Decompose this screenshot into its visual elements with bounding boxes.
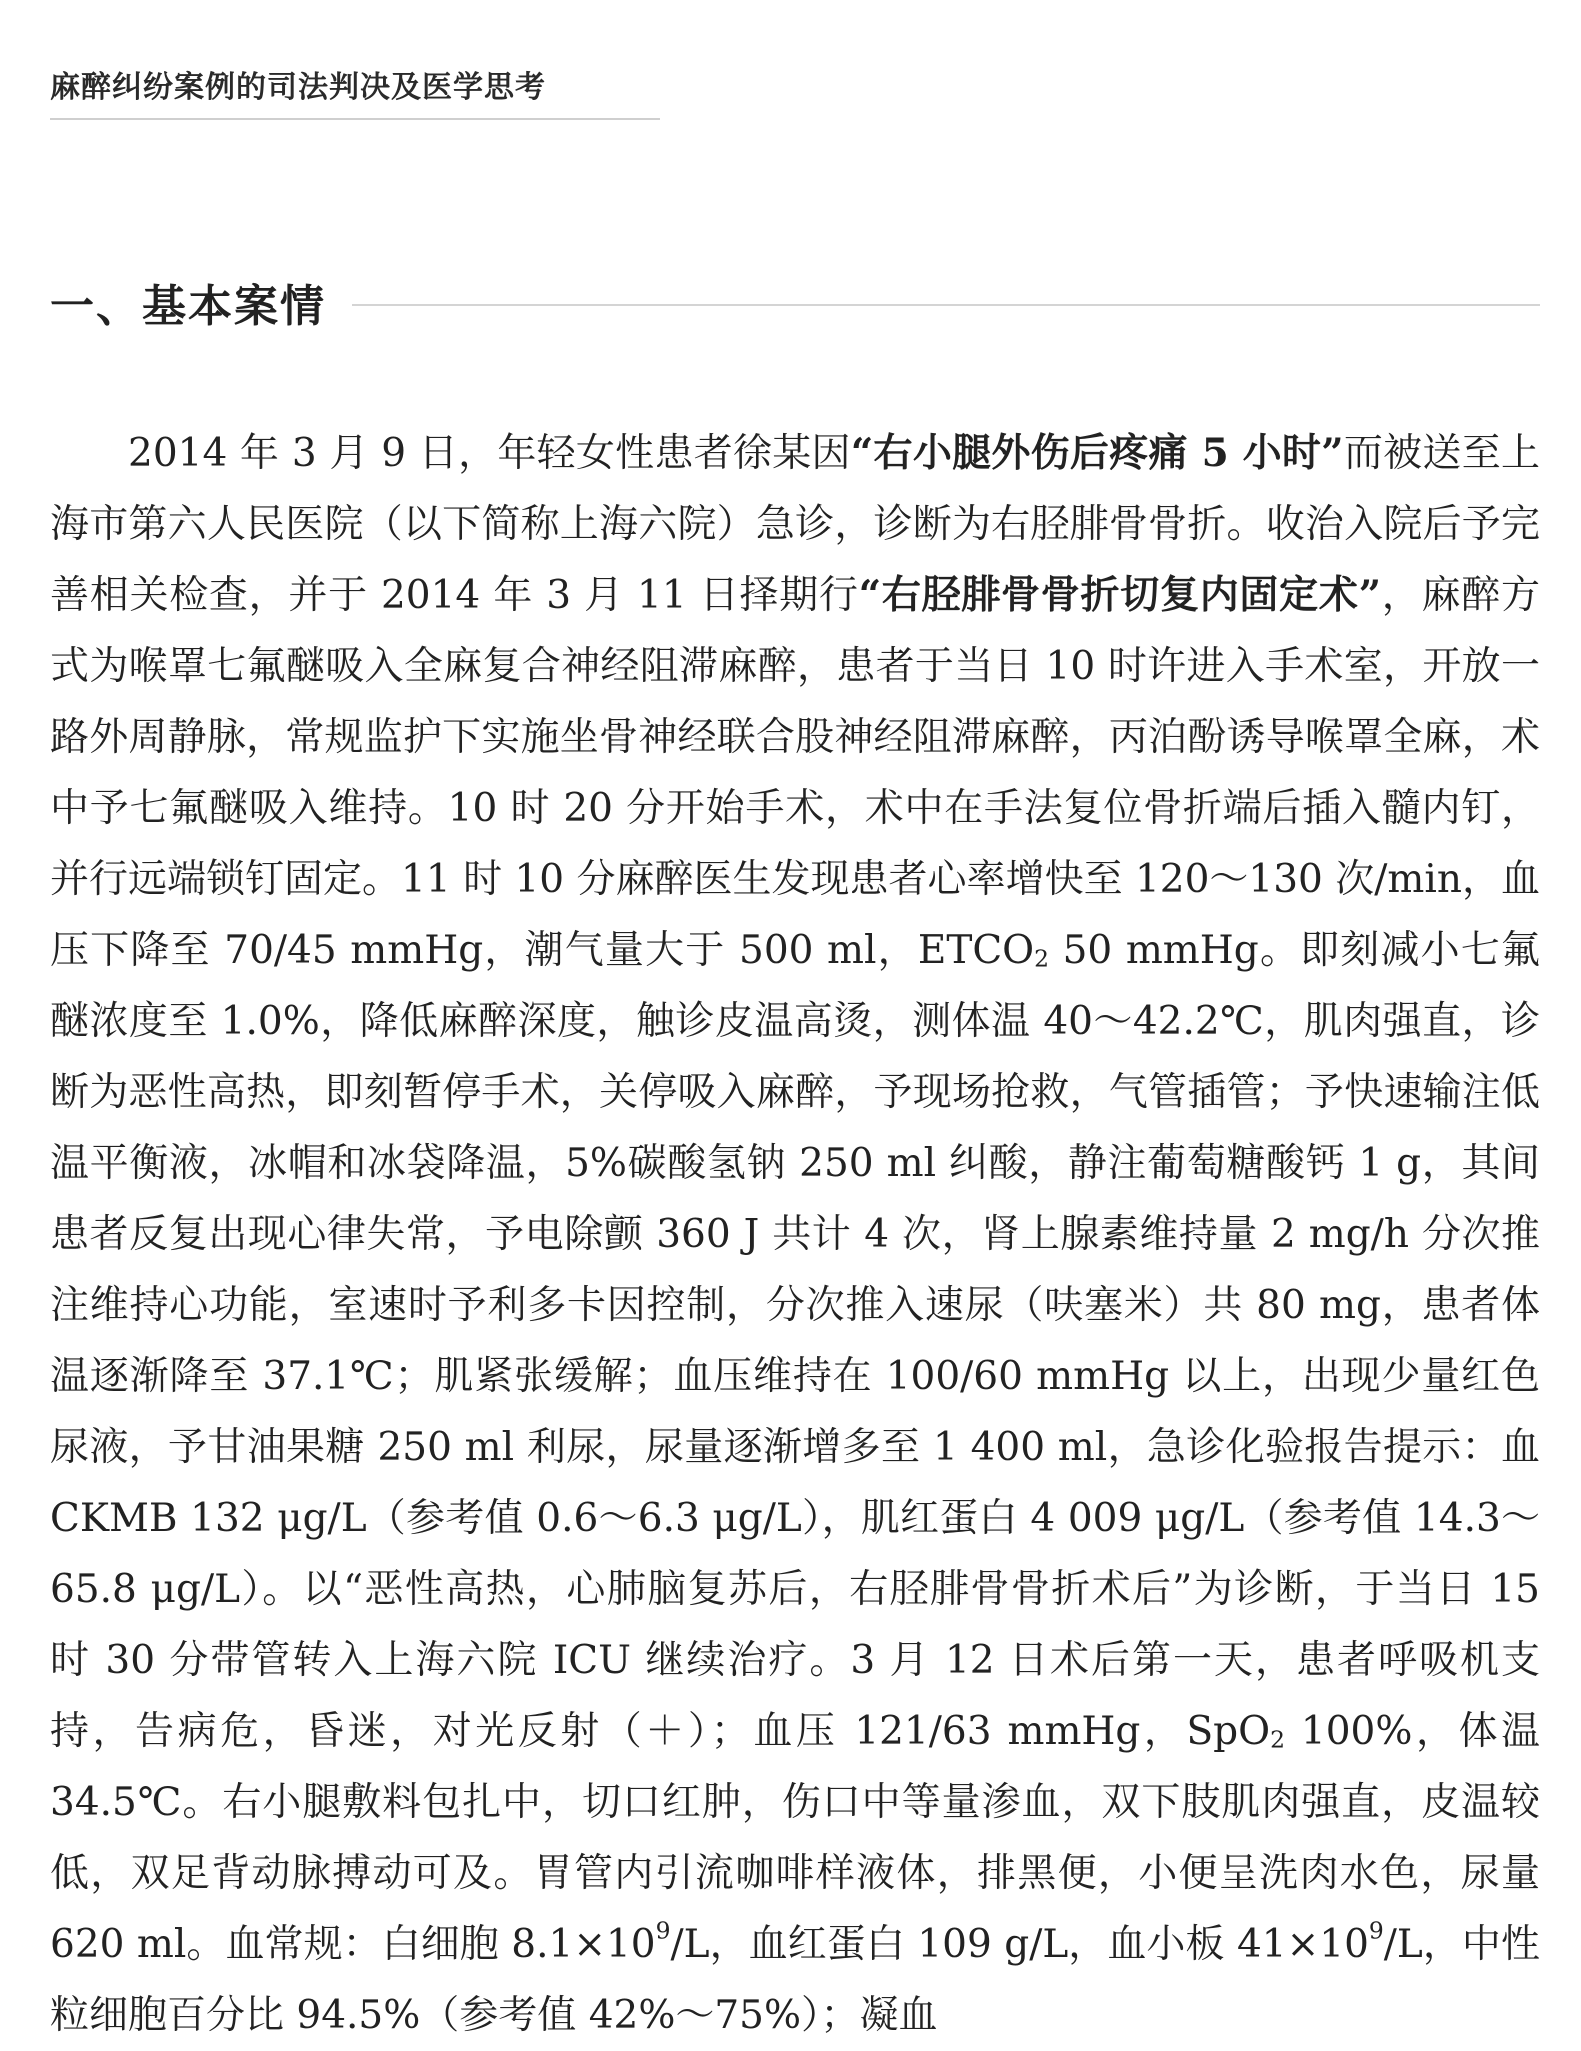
subscript: 2 [1270,1725,1285,1754]
running-header: 麻醉纠纷案例的司法判决及医学思考 [50,62,660,120]
text-segment: 2014 年 3 月 9 日，年轻女性患者徐某因 [128,431,851,476]
bold-quote: “右小腿外伤后疼痛 5 小时” [850,430,1344,476]
case-paragraph [50,418,1540,2051]
text-segment: ，麻醉方式为喉罩七氟醚吸入全麻复合神经阻滞麻醉，患者于当日 10 时许进入手术室，开放一路外周静脉，常规监护下实施坐骨神经联合股神经阻滞麻醉，丙泊酚诱导喉罩全麻，术中予七氟醚吸入维持。10 时 20 分开始手术，术中在手法复位骨折端后插入髓内钉，并行远端锁钉固定。11 时 10 分麻醉医生发现患者心率增快至 120～130 次/min，血压下降至 70/45 mmHg，潮气量大于 500 ml，ETCO [50,573,1540,973]
text-segment: /L，血红蛋白 109 g/L，血小板 41×10 [670,1922,1369,1967]
text-segment: 50 mmHg。即刻减小七氟醚浓度至 1.0%，降低麻醉深度，触诊皮温高烫，测体温 40～42.2℃，肌肉强直，诊断为恶性高热，即刻暂停手术，关停吸入麻醉，予现场抢救，气管插管；予快速输注低温平衡液，冰帽和冰袋降温，5%碳酸氢钠 250 ml 纠酸，静注葡萄糖酸钙 1 g，其间患者反复出现心律失常，予电除颤 360 J 共计 4 次，肾上腺素维持量 2 mg/h 分次推注维持心功能，室速时予利多卡因控制，分次推入速尿（呋塞米）共 80 mg，患者体温逐渐降至 37.1℃；肌紧张缓解；血压维持在 100/60 mmHg 以上，出现少量红色尿液，予甘油果糖 250 ml 利尿，尿量逐渐增多至 1 400 ml，急诊化验报告提示：血 CKMB 132 μg/L（参考值 0.6～6.3 μg/L），肌红蛋白 4 009 μg/L（参考值 14.3～65.8 μg/L）。以“恶性高热，心肺脑复苏后，右胫腓骨骨折术后”为诊断，于当日 15 时 30 分带管转入上海六院 ICU 继续治疗。3 月 12 日术后第一天，患者呼吸机支持，告病危，昏迷，对光反射（＋）；血压 121/63 mmHg，SpO [50,928,1541,1754]
text-segment: 而被送至上海市第六人民医院（以下简称上海六院）急诊，诊断为右胫腓骨骨折。收治入院后予完善相关检查，并于 2014 年 3 月 11 日择期行 [50,431,1540,618]
superscript: 9 [1368,1916,1384,1945]
section-heading [50,270,1540,334]
subscript: 2 [1034,944,1050,973]
superscript: 9 [655,1916,671,1945]
section-title: 一、基本案情 [50,281,326,332]
bold-quote: “右胫腓骨骨折切复内固定术” [858,572,1382,618]
text-segment: 100%，体温 34.5℃。右小腿敷料包扎中，切口红肿，伤口中等量渗血，双下肢肌肉强直，皮温较低，双足背动脉搏动可及。胃管内引流咖啡样液体，排黑便，小便呈洗肉水色，尿量 620 ml。血常规：白细胞 8.1×10 [50,1709,1540,1967]
text-segment: /L，中性粒细胞百分比 94.5%（参考值 42%～75%）；凝血 [50,1922,1540,2038]
section-divider [352,304,1540,306]
